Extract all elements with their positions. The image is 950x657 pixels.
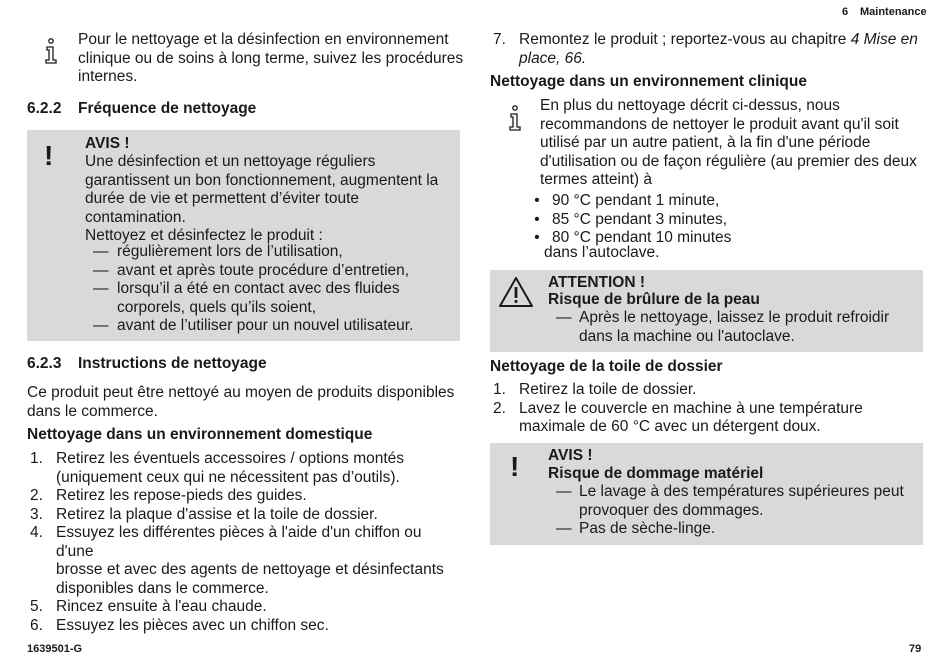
list-item	[30, 487, 460, 506]
step-number: 2.	[493, 399, 506, 417]
list-item	[30, 524, 460, 598]
exclamation-icon: !	[510, 451, 520, 482]
text-line: utilisé par un autre patient, à la fin d'une période	[540, 134, 871, 151]
domestic-steps	[30, 450, 460, 635]
text-line	[519, 31, 923, 50]
list-item	[530, 192, 731, 211]
text-line: Essuyez les différentes pièces à l'aide d'un chiffon ou d'une	[56, 524, 422, 560]
list-item	[93, 243, 453, 262]
list-item	[493, 381, 923, 400]
text-line: recommandons de nettoyer le produit avant qu'il soit	[540, 115, 899, 133]
dash-marker: —	[93, 243, 109, 260]
dash-marker: —	[93, 261, 109, 279]
notice-title: AVIS !	[548, 447, 593, 464]
step-number: 3.	[30, 505, 43, 523]
caution-subtitle: Risque de brûlure de la peau	[548, 291, 760, 308]
text-line: Une désinfection et un nettoyage réguliers	[85, 153, 376, 170]
notice-list	[556, 483, 916, 539]
notice-box	[490, 443, 923, 545]
text-line: Essuyez les pièces avec un chiffon sec.	[56, 616, 329, 634]
text-line: brosse et avec des agents de nettoyage et désinfectants	[56, 561, 444, 578]
text-line: dans le commerce.	[27, 402, 158, 420]
list-item	[93, 317, 453, 336]
text-line: Retirez les repose-pieds des guides.	[56, 487, 307, 504]
text-line: lorsqu’il a été en contact avec des fluides	[117, 280, 400, 297]
list-item	[493, 400, 923, 437]
info-note-text	[78, 31, 463, 87]
header-chapter-title: Maintenance	[860, 6, 927, 18]
clinical-text	[540, 97, 917, 190]
caution-title: ATTENTION !	[548, 274, 646, 291]
list-item	[530, 211, 731, 230]
chapter-reference[interactable]: 4 Mise en	[850, 31, 918, 48]
info-icon	[508, 105, 522, 131]
list-item	[30, 506, 460, 525]
period: .	[581, 49, 587, 67]
dash-marker: —	[93, 280, 109, 297]
caution-box	[490, 270, 923, 352]
info-icon	[44, 38, 58, 64]
list-item	[30, 598, 460, 617]
bullet-marker: •	[534, 229, 540, 246]
dash-marker: —	[556, 483, 572, 500]
section-number: 6.2.2	[27, 100, 62, 117]
step-number: 1.	[493, 381, 506, 398]
document-id: 1639501-G	[27, 643, 83, 655]
notice-body	[85, 153, 438, 246]
text-line: Nettoyez et désinfectez le produit :	[85, 227, 323, 244]
section-title: Fréquence de nettoyage	[78, 100, 257, 117]
text-line: Retirez la plaque d'assise et la toile de dossier.	[56, 505, 378, 523]
notice-box	[27, 130, 460, 341]
list-item	[493, 31, 923, 68]
page-number: 79	[909, 643, 922, 655]
text-line: Pas de sèche-linge.	[579, 520, 716, 537]
step-number: 1.	[30, 450, 43, 467]
step-number: 6.	[30, 616, 43, 634]
text-line: avant de l’utiliser pour un nouvel utilisateur.	[117, 317, 414, 334]
step-number: 4.	[30, 524, 43, 541]
bullet-marker: •	[534, 210, 540, 228]
notice-list	[93, 243, 453, 336]
list-item	[556, 520, 916, 539]
intro-text	[27, 384, 454, 421]
text-line: d'utilisation ou de façon régulière (au premier des deux	[540, 152, 917, 170]
text-line: régulièrement lors de l’utilisation,	[117, 243, 343, 260]
list-item	[93, 280, 453, 317]
header-chapter-number: 6	[842, 6, 849, 18]
list-item	[30, 450, 460, 487]
text-line: (uniquement ceux qui ne nécessitent pas d’outils).	[56, 468, 400, 486]
list-item	[30, 617, 460, 636]
text-line: provoquer des dommages.	[579, 501, 764, 519]
clinical-tail: dans l’autoclave.	[544, 244, 660, 261]
text-line: avant et après toute procédure d’entretien,	[117, 261, 410, 279]
bullet-marker: •	[534, 192, 540, 209]
text-line: clinique ou de soins à long terme, suivez les procédures	[78, 49, 464, 67]
text-line	[519, 50, 923, 69]
warning-triangle-icon	[498, 276, 534, 313]
text-line: corporels, quels qu’ils soient,	[117, 298, 317, 316]
list-item	[556, 483, 916, 520]
text-line: termes atteint) à	[540, 171, 652, 188]
text-line: Ce produit peut être nettoyé au moyen de produits disponibles	[27, 384, 455, 401]
notice-title: AVIS !	[85, 135, 130, 152]
list-item	[93, 262, 453, 281]
section-number: 6.2.3	[27, 355, 62, 372]
list-item	[556, 309, 916, 346]
exclamation-icon: !	[44, 140, 54, 171]
subheading-backrest: Nettoyage de la toile de dossier	[490, 358, 723, 375]
step-text: Remontez le produit ; reportez-vous au chapitre	[519, 31, 851, 48]
text-line: 90 °C pendant 1 minute,	[552, 192, 720, 209]
step-number: 2.	[30, 487, 43, 504]
step-7	[493, 31, 923, 68]
temperature-list	[530, 192, 731, 248]
subheading-clinical: Nettoyage dans un environnement clinique	[490, 73, 807, 90]
text-line: contamination.	[85, 208, 186, 226]
chapter-reference-cont[interactable]: place, 66	[519, 49, 582, 67]
subheading-domestic: Nettoyage dans un environnement domestique	[27, 426, 373, 443]
dash-marker: —	[556, 520, 572, 537]
text-line: dans la machine ou l'autoclave.	[579, 327, 795, 345]
text-line: Rincez ensuite à l'eau chaude.	[56, 598, 267, 615]
text-line: Le lavage à des températures supérieures peut	[579, 483, 904, 500]
text-line: 85 °C pendant 3 minutes,	[552, 210, 728, 228]
text-line: disponibles dans le commerce.	[56, 579, 269, 597]
section-title: Instructions de nettoyage	[78, 355, 267, 372]
text-line: Retirez les éventuels accessoires / options montés	[56, 450, 405, 467]
step-number: 7.	[493, 31, 506, 48]
text-line: 80 °C pendant 10 minutes	[552, 229, 732, 246]
dash-marker: —	[93, 317, 109, 334]
notice-subtitle: Risque de dommage matériel	[548, 465, 764, 482]
text-line: Pour le nettoyage et la désinfection en environnement	[78, 31, 449, 48]
dash-marker: —	[556, 309, 572, 326]
text-line: garantissent un bon fonctionnement, augmentent la	[85, 171, 439, 189]
caution-list	[556, 309, 916, 346]
text-line: internes.	[78, 68, 138, 85]
backrest-steps	[493, 381, 923, 437]
text-line: En plus du nettoyage décrit ci-dessus, nous	[540, 97, 840, 114]
text-line: Après le nettoyage, laissez le produit refroidir	[579, 309, 890, 326]
text-line: Lavez le couvercle en machine à une température	[519, 399, 863, 417]
text-line: maximale de 60 °C avec un détergent doux.	[519, 418, 821, 435]
step-number: 5.	[30, 598, 43, 615]
text-line: durée de vie et permettent d’éviter toute	[85, 190, 359, 207]
text-line: Retirez la toile de dossier.	[519, 381, 697, 398]
